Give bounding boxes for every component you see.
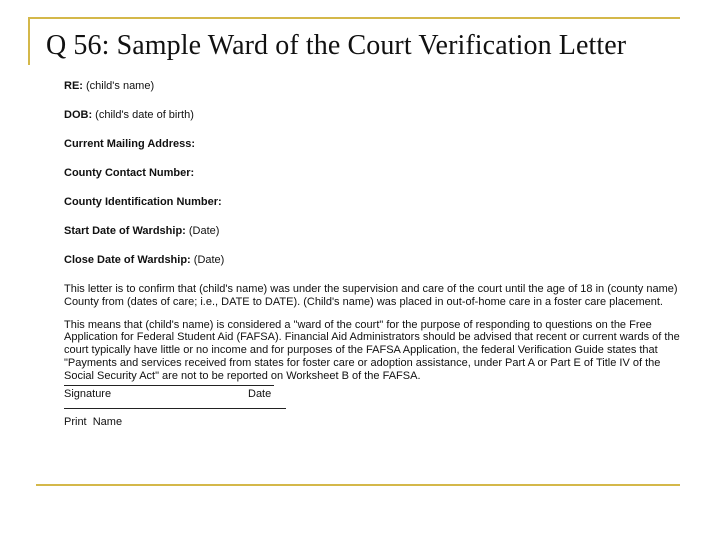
field-label: Current Mailing Address: — [64, 138, 195, 150]
field-county-contact — [64, 167, 680, 196]
field-label: RE: — [64, 80, 83, 92]
field-value: (child's date of birth) — [92, 109, 194, 121]
bottom-rule — [36, 484, 680, 486]
field-mailing-address — [64, 138, 680, 167]
page-title: Q 56: Sample Ward of the Court Verification Letter — [46, 30, 627, 61]
field-label: Start Date of Wardship: — [64, 225, 186, 237]
confirmation-paragraph: This letter is to confirm that (child's name) was under the supervision and care of the court until the age of 18 in (county name) County from (dates of care; i.e., DATE to DATE). (Child's name) was placed in out-of-home care in a foster care placement. — [64, 283, 678, 308]
letter-body — [64, 80, 680, 428]
field-label: Close Date of Wardship: — [64, 254, 191, 266]
field-value: (Date) — [185, 225, 220, 237]
field-value: (Date) — [190, 254, 225, 266]
top-rule — [28, 17, 680, 19]
date-label: Date — [248, 387, 272, 400]
field-label: DOB: — [64, 109, 93, 121]
field-dob — [64, 109, 680, 138]
print-name-label: Print Name — [64, 415, 123, 428]
signature-label: Signature — [64, 387, 112, 400]
field-county-id — [64, 196, 680, 225]
left-rule — [28, 17, 30, 65]
field-close-date — [64, 254, 680, 283]
fafsa-paragraph: This means that (child's name) is considered a "ward of the court" for the purpose of responding to questions on the Free Application for Federal Student Aid (FAFSA). Financial Aid Administrators should be advised that recent or current wards of the court typically have little or no income and for purposes of the FAFSA Application, the federal Verification Guide states that "Payments and services received from states for foster care or adoption assistance, under Part A or Part E of Title IV of the Social Security Act" are not to be reported on Worksheet B of the FAFSA. — [64, 318, 680, 382]
field-label: County Identification Number: — [64, 196, 222, 208]
field-start-date — [64, 225, 680, 254]
field-re — [64, 80, 680, 109]
field-value: (child's name) — [82, 80, 155, 92]
field-label: County Contact Number: — [64, 167, 195, 179]
signature-row — [64, 388, 680, 402]
